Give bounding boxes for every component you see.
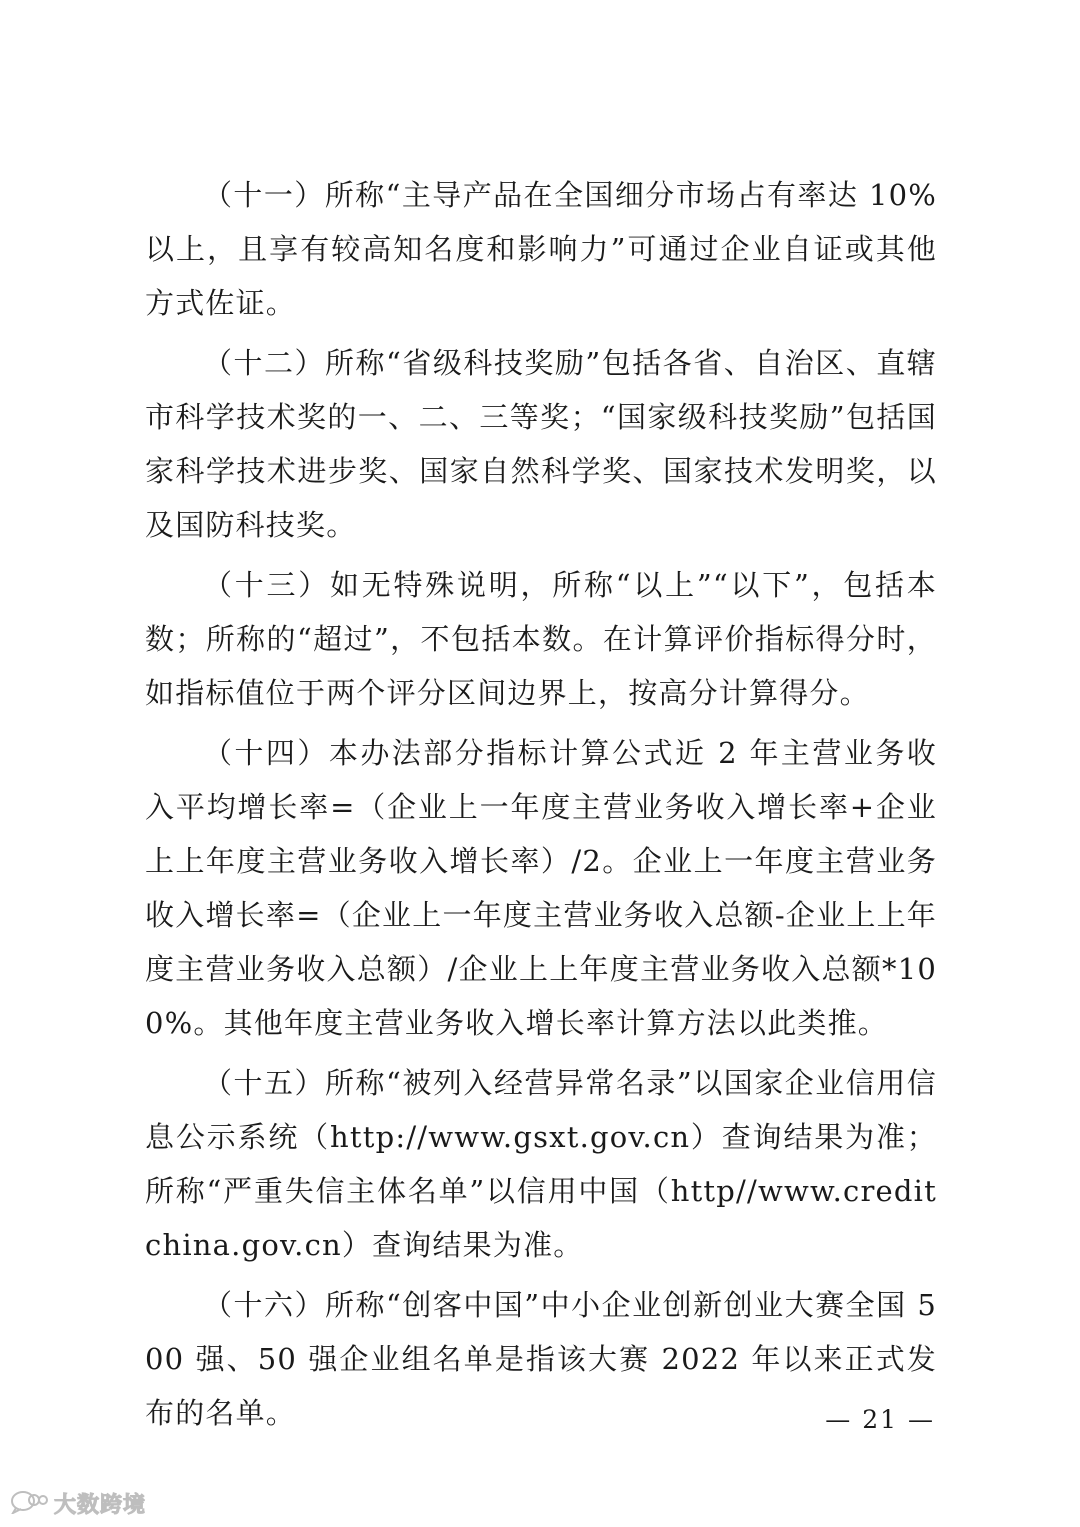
document-body bbox=[145, 168, 937, 1440]
paragraph-13: （十三）如无特殊说明，所称“以上”“以下”，包括本数；所称的“超过”，不包括本数。在计算评价指标得分时，如指标值位于两个评分区间边界上，按高分计算得分。 bbox=[145, 568, 937, 710]
watermark-text: 大数跨境 bbox=[54, 1493, 147, 1518]
page-number: — 21 — bbox=[825, 1405, 935, 1434]
chat-bubble-logo-icon bbox=[10, 1490, 48, 1518]
paragraph-11: （十一）所称“主导产品在全国细分市场占有率达 10%以上，且享有较高知名度和影响力”可通过企业自证或其他方式佐证。 bbox=[145, 178, 937, 320]
paragraph-16: （十六）所称“创客中国”中小企业创新创业大赛全国 500 强、50 强企业组名单是指该大赛 2022 年以来正式发布的名单。 bbox=[145, 1288, 937, 1430]
watermark bbox=[10, 1488, 146, 1519]
paragraph-12: （十二）所称“省级科技奖励”包括各省、自治区、直辖市科学技术奖的一、二、三等奖；“国家级科技奖励”包括国家科学技术进步奖、国家自然科学奖、国家技术发明奖，以及国防科技奖。 bbox=[145, 346, 937, 542]
paragraph-14: （十四）本办法部分指标计算公式近 2 年主营业务收入平均增长率=（企业上一年度主营业务收入增长率+企业上上年度主营业务收入增长率）/2。企业上一年度主营业务收入增长率=（企业上一年度主营业务收入总额-企业上上年度主营业务收入总额）/企业上上年度主营业务收入总额*100%。其他年度主营业务收入增长率计算方法以此类推。 bbox=[145, 736, 937, 1040]
paragraph-15: （十五）所称“被列入经营异常名录”以国家企业信用信息公示系统（http://www.gsxt.gov.cn）查询结果为准；所称“严重失信主体名单”以信用中国（http//www.creditchina.gov.cn）查询结果为准。 bbox=[145, 1066, 937, 1262]
